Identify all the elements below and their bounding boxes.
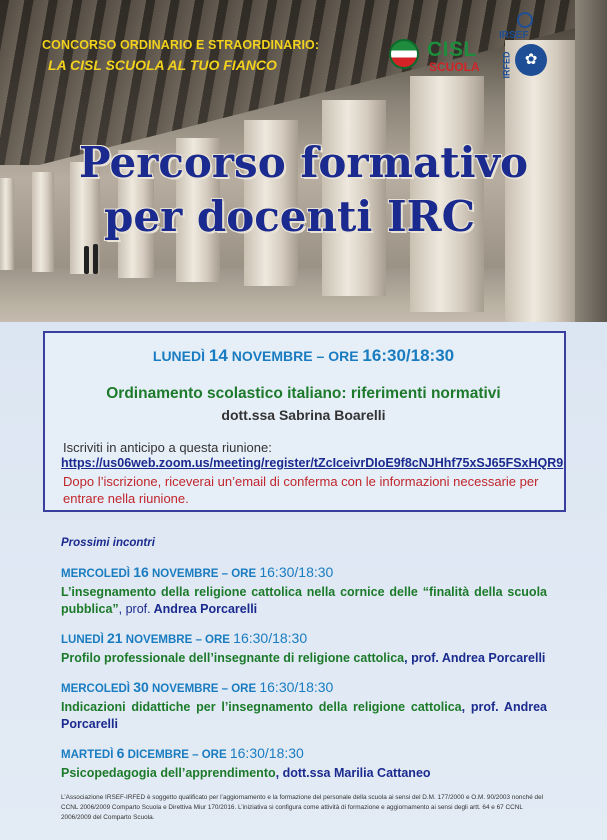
event-ore: – ORE bbox=[192, 749, 227, 761]
event-day: MERCOLEDÌ bbox=[61, 568, 130, 580]
event-separator: , bbox=[404, 651, 412, 665]
event-month: NOVEMBRE bbox=[125, 634, 193, 646]
event-day-number: 16 bbox=[133, 564, 149, 580]
irsef-logo-text: IRSEF bbox=[499, 30, 529, 41]
event-speaker: dott.ssa Marilia Cattaneo bbox=[282, 766, 431, 780]
event-speaker: prof. Andrea Porcarelli bbox=[61, 700, 547, 731]
event-day: LUNEDÌ bbox=[61, 634, 104, 646]
cisl-logo-sub: SCUOLA bbox=[429, 60, 480, 74]
featured-date bbox=[0, 346, 607, 366]
featured-talk-title: Ordinamento scolastico italiano: riferimenti normativi bbox=[106, 385, 501, 402]
event-date bbox=[61, 678, 547, 699]
event-month: NOVEMBRE bbox=[151, 568, 219, 580]
hero-photo bbox=[0, 0, 607, 322]
event-topic: L’insegnamento della religione cattolica nella cornice delle “finalità della scuola pubblica” bbox=[61, 585, 547, 616]
event-item bbox=[61, 629, 547, 667]
event-speaker-title: prof. bbox=[125, 602, 151, 616]
cisl-logo-name: CISL bbox=[427, 38, 477, 61]
event-time: 16:30/18:30 bbox=[259, 564, 334, 580]
event-topic: Profilo professionale dell’insegnante di religione cattolica bbox=[61, 651, 405, 665]
featured-time: 16:30/18:30 bbox=[362, 346, 455, 365]
event-item bbox=[61, 563, 547, 618]
person-figure bbox=[84, 246, 89, 274]
event-day: MERCOLEDÌ bbox=[61, 683, 130, 695]
footer-disclaimer: L’Associazione IRSEF-IRFED è soggetto qualificato per l’aggiornamento e la formazione del personale della scuola ai sensi del D.M. 177/2000 e O.M. 90/2003 nonché del CCNL 2006/2009 Comparto Scuola e Direttiva Miur 170/2016. L’iniziativa si configura come attività di formazione e aggiornamento ai sensi degli artt. 64 e 67 CCNL 2006/2009 del Comparto Scuola. bbox=[61, 794, 544, 821]
event-date bbox=[61, 563, 547, 584]
person-figure bbox=[93, 244, 98, 274]
event-description bbox=[61, 584, 547, 618]
event-separator: , bbox=[118, 602, 126, 616]
event-time: 16:30/18:30 bbox=[229, 745, 304, 761]
featured-month: NOVEMBRE bbox=[231, 348, 313, 364]
kicker-line-2: LA CISL SCUOLA AL TUO FIANCO bbox=[48, 57, 277, 73]
cisl-scuola-logo bbox=[389, 38, 501, 76]
event-description bbox=[61, 699, 547, 733]
register-label: Iscriviti in anticipo a questa riunione: bbox=[63, 440, 272, 455]
featured-speaker: dott.ssa Sabrina Boarelli bbox=[221, 407, 386, 423]
event-day: MARTEDÌ bbox=[61, 749, 114, 761]
irfed-logo-text: IRFED bbox=[501, 51, 512, 79]
register-link[interactable]: https://us06web.zoom.us/meeting/register/tZcIceivrDIoE9f8cNJHhf75xSJ65FSxHQR9 bbox=[61, 456, 564, 470]
event-description bbox=[61, 765, 547, 782]
irsef-mark-icon bbox=[517, 12, 533, 28]
featured-day-number: 14 bbox=[208, 346, 228, 365]
event-speaker: prof. Andrea Porcarelli bbox=[411, 651, 546, 665]
upcoming-heading: Prossimi incontri bbox=[61, 537, 155, 549]
event-time: 16:30/18:30 bbox=[233, 630, 308, 646]
event-month: NOVEMBRE bbox=[151, 683, 219, 695]
featured-day: LUNEDÌ bbox=[152, 348, 206, 364]
event-separator: , bbox=[275, 766, 283, 780]
event-day-number: 30 bbox=[133, 679, 149, 695]
event-item bbox=[61, 744, 547, 782]
event-description bbox=[61, 650, 547, 667]
event-ore: – ORE bbox=[195, 634, 230, 646]
event-month: DICEMBRE bbox=[127, 749, 189, 761]
page-title-line-1: Percorso formativo bbox=[79, 138, 528, 187]
kicker-line-1: CONCORSO ORDINARIO E STRAORDINARIO: bbox=[42, 38, 320, 52]
event-ore: – ORE bbox=[221, 568, 257, 580]
event-time: 16:30/18:30 bbox=[259, 679, 334, 695]
event-item bbox=[61, 678, 547, 733]
irsef-emblem-icon: ✿ bbox=[515, 44, 547, 76]
registration-notice: Dopo l’iscrizione, riceverai un’email di conferma con le informazioni necessarie per entrare nella riunione. bbox=[63, 474, 539, 506]
event-date bbox=[61, 629, 547, 650]
event-day-number: 21 bbox=[107, 630, 123, 646]
event-day-number: 6 bbox=[116, 745, 125, 761]
event-separator: , bbox=[461, 700, 471, 714]
event-speaker: Andrea Porcarelli bbox=[153, 602, 258, 616]
page-title-line-2: per docenti IRC bbox=[103, 192, 475, 241]
featured-ore: – ORE bbox=[316, 348, 359, 364]
cisl-emblem-icon bbox=[389, 39, 419, 69]
event-ore: – ORE bbox=[221, 683, 257, 695]
event-date bbox=[61, 744, 547, 765]
event-topic: Psicopedagogia dell’apprendimento bbox=[61, 766, 276, 780]
event-topic: Indicazioni didattiche per l’insegnamento della religione cattolica bbox=[61, 700, 462, 714]
irsef-irfed-logo bbox=[499, 12, 551, 80]
